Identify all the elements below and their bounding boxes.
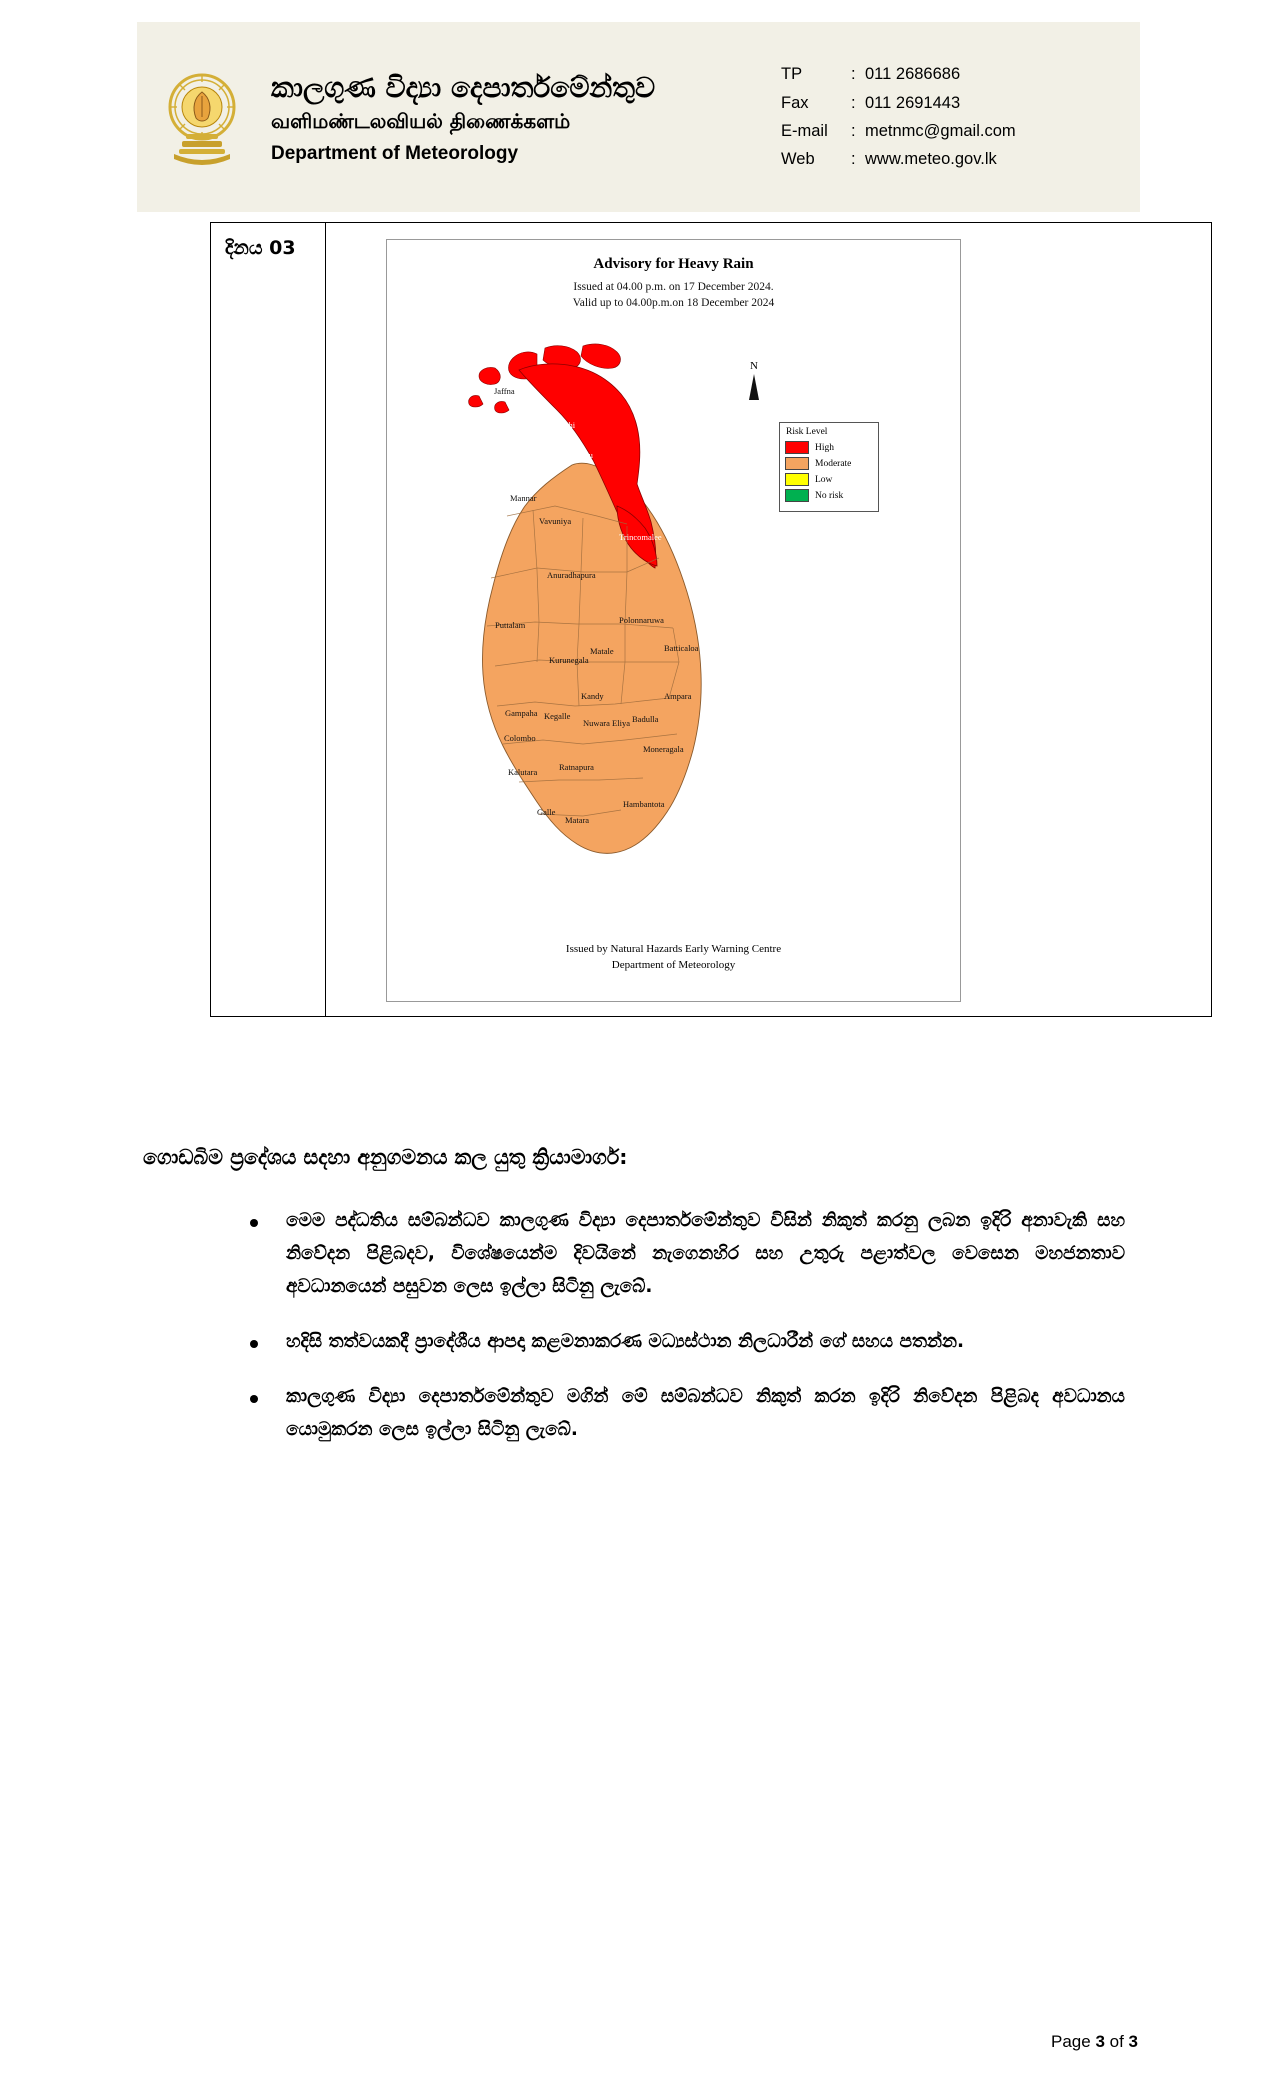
city-label-jaffna: Jaffna <box>494 386 515 396</box>
jaffna-island-3 <box>581 344 620 368</box>
legend-label-norisk: No risk <box>815 490 844 501</box>
map-footer-line2: Department of Meteorology <box>611 958 736 971</box>
contact-label-web: Web <box>781 150 815 169</box>
page-number <box>1051 2032 1138 2052</box>
city-label-matale: Matale <box>590 646 614 656</box>
map-title: Advisory for Heavy Rain <box>593 256 754 272</box>
day-label: දිනය 03 <box>211 223 326 1016</box>
city-label-ampara: Ampara <box>664 691 692 701</box>
contact-sep-email: : <box>851 122 856 140</box>
contact-label-email: E-mail <box>781 122 828 140</box>
contact-label-fax: Fax <box>781 93 809 112</box>
page-current: 3 <box>1095 2032 1105 2051</box>
city-label-ratnapura: Ratnapura <box>559 762 594 772</box>
sri-lanka-risk-map-svg <box>387 310 961 930</box>
delft-island <box>479 367 500 384</box>
island-moderate-region <box>482 463 701 853</box>
city-label-nuwara-eliya: Nuwara Eliya <box>583 718 630 728</box>
city-label-moneragala: Moneragala <box>643 744 684 754</box>
small-island-2 <box>495 401 509 413</box>
city-label-polonnaruwa: Polonnaruwa <box>619 615 664 625</box>
compass-label: N <box>750 360 758 372</box>
contact-row-tp <box>781 60 1140 88</box>
contact-value-tp: 011 2686686 <box>865 65 961 84</box>
city-label-anuradhapura: Anuradhapura <box>547 570 596 580</box>
contact-sep-fax: : <box>851 93 856 112</box>
small-island-1 <box>469 395 483 407</box>
legend-label-moderate: Moderate <box>815 458 852 469</box>
city-label-batticaloa: Batticaloa <box>664 643 699 653</box>
city-label-trincomalee: Trincomalee <box>619 532 662 542</box>
city-label-kalutara: Kalutara <box>508 767 538 777</box>
contact-value-email[interactable]: metnmc@gmail.com <box>865 122 1016 140</box>
dept-title-sinhala: කාලගුණ විද්‍යා දෙපාර්තමේන්තුව <box>271 70 656 104</box>
city-label-puttalam: Puttalam <box>495 620 526 630</box>
action-bullet-list <box>240 1205 1125 1469</box>
city-label-mannar: Mannar <box>510 493 537 503</box>
section-heading: ගොඩබිම ප්‍රදේශය සදහා අනුගමනය කල යුතු ක්‍රියාමාර්ග: <box>143 1145 628 1169</box>
contact-value-fax: 011 2691443 <box>865 93 961 112</box>
contact-row-email <box>781 117 1140 145</box>
city-label-hambantota: Hambantota <box>623 799 665 809</box>
page-total: 3 <box>1128 2032 1138 2051</box>
dept-title-english: Department of Meteorology <box>271 142 519 164</box>
page-mid: of <box>1104 2032 1129 2051</box>
city-label-matara: Matara <box>565 815 590 825</box>
city-label-vavuniya: Vavuniya <box>539 516 572 526</box>
city-label-kilinochchi: Kilinochchi <box>535 420 576 430</box>
crest-wrapper <box>137 62 267 172</box>
city-label-mullaitivu: Mullaitivu <box>557 450 593 460</box>
legend-label-high: High <box>815 442 834 453</box>
department-titles <box>267 70 771 165</box>
city-label-colombo: Colombo <box>504 733 536 743</box>
document-header <box>137 22 1140 212</box>
day-map-box <box>210 222 1212 1017</box>
map-footer <box>387 942 960 973</box>
map-footer-line1: Issued by Natural Hazards Early Warning Centre <box>565 943 782 956</box>
sri-lanka-national-emblem-icon <box>162 62 242 172</box>
map-issued-line: Issued at 04.00 p.m. on 17 December 2024. <box>573 281 774 293</box>
contact-label-tp: TP <box>781 65 803 84</box>
page-prefix: Page <box>1051 2032 1096 2051</box>
advisory-map-card <box>386 239 961 1002</box>
city-label-kandy: Kandy <box>581 691 604 701</box>
contact-sep-tp: : <box>851 65 856 84</box>
list-item: හදිසි තත්වයකදී ප්‍රාදේශීය ආපදා කළමනාකරණ මධ්‍යස්ථාන නිලධාරීන් ගේ සහය පතන්න. <box>240 1326 1125 1359</box>
legend-label-low: Low <box>815 474 833 485</box>
city-label-galle: Galle <box>537 807 556 817</box>
contact-row-fax <box>781 89 1140 117</box>
contact-block <box>771 60 1140 174</box>
contact-row-web <box>781 145 1140 173</box>
list-item: මෙම පද්ධතිය සම්බන්ධව කාලගුණ විද්‍යා දෙපාර්තමේන්තුව විසින් නිකුත් කරනු ලබන ඉදිරි අනාවැකි සහ නිවේදන පිළිබදව, විශේෂයෙන්ම දිවයිනේ නැගෙනහිර සහ උතුරු පළාත්වල වෙසෙන මහජනතාව අවධානයෙන් පසුවන ලෙස ඉල්ලා සිටිනු ලැබේ. <box>240 1205 1125 1304</box>
list-item: කාලගුණ විද්‍යා දෙපාර්තමේන්තුව මගින් මේ සම්බන්ධව නිකුත් කරන ඉදිරි නිවේදන පිළිබද අවධානය යොමුකරන ලෙස ඉල්ලා සිටිනු ලැබේ. <box>240 1381 1125 1447</box>
map-issue-info <box>387 280 960 311</box>
map-graphic <box>387 310 960 930</box>
dept-title-tamil: வளிமண்டலவியல் திணைக்களம் <box>271 108 571 133</box>
contact-sep-web: : <box>851 150 856 169</box>
map-valid-line: Valid up to 04.00p.m.on 18 December 2024 <box>572 296 775 309</box>
contact-value-web[interactable]: www.meteo.gov.lk <box>865 150 997 169</box>
legend-title: Risk Level <box>786 427 828 437</box>
day-map-body <box>326 223 1211 1016</box>
city-label-kegalle: Kegalle <box>544 711 571 721</box>
city-label-badulla: Badulla <box>632 714 659 724</box>
city-label-gampaha: Gampaha <box>505 708 538 718</box>
city-label-kurunegala: Kurunegala <box>549 655 589 665</box>
